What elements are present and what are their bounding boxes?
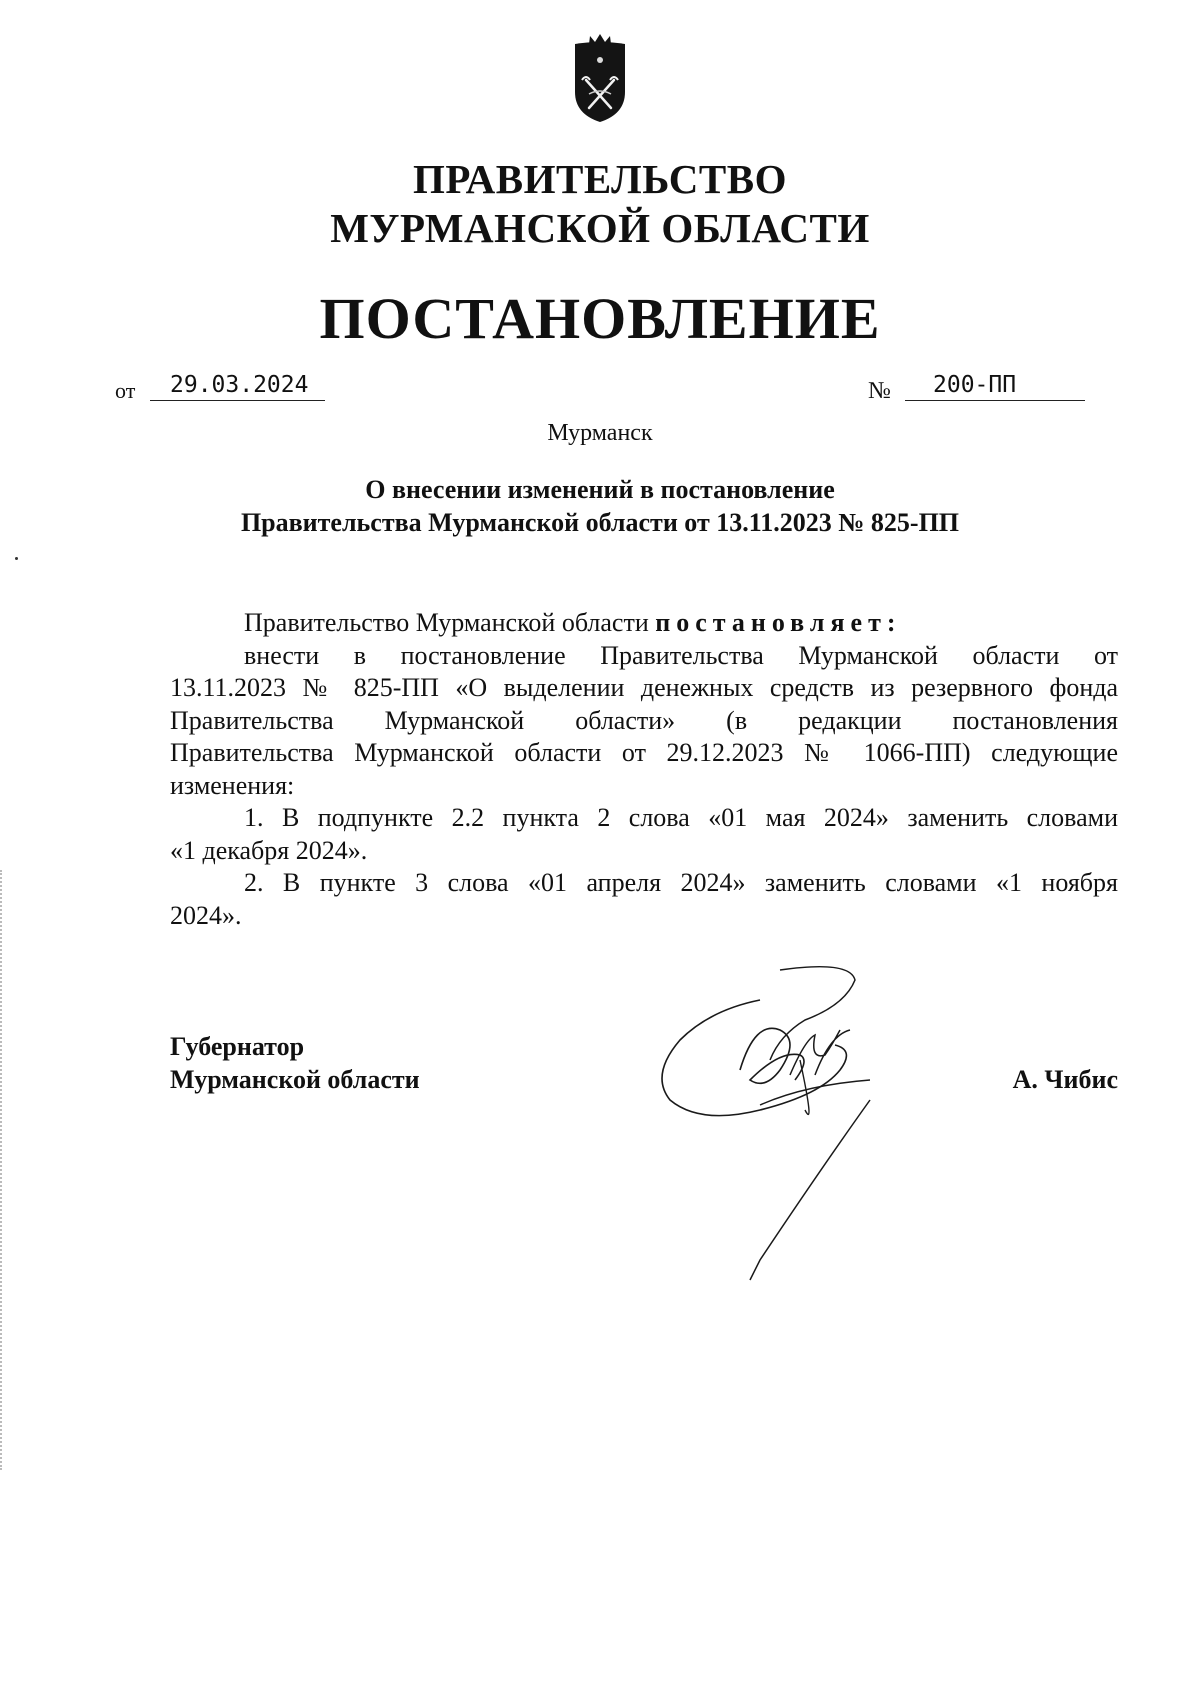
signatory-title-line2: Мурманской области: [170, 1065, 420, 1094]
subject-line1: О внесении изменений в постановление: [365, 475, 835, 504]
body-line: изменения:: [170, 771, 295, 800]
body-line: 1. В подпункте 2.2 пункта 2 слова «01 мая 2024» заменить словами: [244, 803, 1118, 832]
scan-edge: [0, 870, 4, 1470]
body-line: 13.11.2023 № 825-ПП «О выделении денежных средств из резервного фонда: [170, 673, 1118, 702]
organization-name-line2: МУРМАНСКОЙ ОБЛАСТИ: [330, 205, 870, 251]
body-line: Правительства Мурманской области от 29.12.2023 № 1066-ПП) следующие: [170, 738, 1118, 767]
handwritten-signature: [640, 960, 940, 1300]
scan-artifact: [15, 557, 18, 560]
body-line: Правительства Мурманской области» (в редакции постановления: [170, 706, 1118, 735]
document-number: 200-ПП: [905, 372, 1085, 401]
document-date: 29.03.2024: [150, 372, 325, 401]
body-line: 2024».: [170, 901, 242, 930]
body-line: 2. В пункте 3 слова «01 апреля 2024» заменить словами «1 ноября: [244, 868, 1118, 897]
signatory-name: А. Чибис: [1012, 1065, 1118, 1094]
body-line: «1 декабря 2024».: [170, 836, 368, 865]
document-type-title: ПОСТАНОВЛЕНИЕ: [319, 286, 881, 351]
date-prefix: от: [115, 378, 136, 403]
body-intro: [170, 608, 1118, 638]
city-name: Мурманск: [547, 420, 653, 446]
body-line: внести в постановление Правительства Мурманской области от: [244, 641, 1118, 670]
murmansk-coat-of-arms-icon: [555, 30, 645, 126]
organization-name-line1: ПРАВИТЕЛЬСТВО: [412, 156, 788, 202]
intro-verb: постановляет:: [655, 608, 902, 637]
signatory-title-line1: Губернатор: [170, 1032, 305, 1061]
subject-line2: Правительства Мурманской области от 13.11.2023 № 825-ПП: [240, 508, 960, 537]
intro-lead: Правительство Мурманской области: [244, 608, 656, 637]
number-prefix: №: [868, 378, 891, 404]
